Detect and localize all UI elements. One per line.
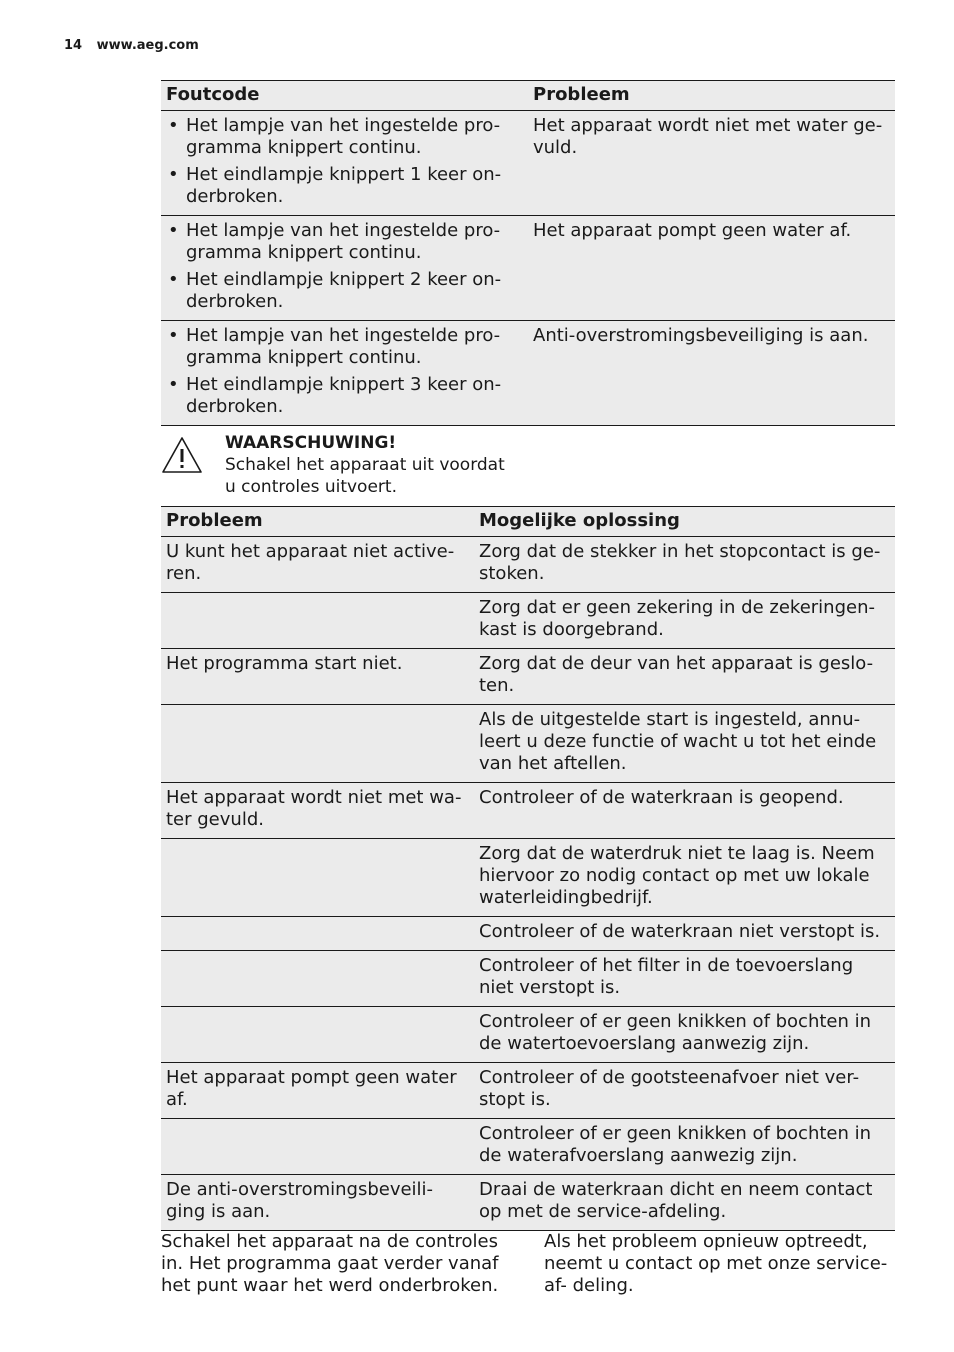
warning-text: Schakel het apparaat uit voordat u controles uitvoert. bbox=[225, 455, 505, 497]
problem-cell: Het apparaat pompt geen water af. bbox=[528, 216, 895, 321]
table-header-row bbox=[161, 81, 895, 111]
problem-cell: De anti-overstromingsbeveili- ging is aan. bbox=[161, 1175, 474, 1231]
solution-table bbox=[161, 506, 895, 1231]
error-code-cell bbox=[161, 111, 528, 216]
error-code-table bbox=[161, 80, 895, 426]
column-header-problem: Probleem bbox=[161, 507, 474, 537]
problem-cell bbox=[161, 1119, 474, 1175]
table-row bbox=[161, 951, 895, 1007]
solution-cell: Zorg dat de waterdruk niet te laag is. Neem hiervoor zo nodig contact op met uw lokale waterleidingbedrijf. bbox=[474, 839, 895, 917]
solution-cell: Zorg dat de deur van het apparaat is geslo- ten. bbox=[474, 649, 895, 705]
list-item: • Het eindlampje knippert 1 keer on- derbroken. bbox=[166, 164, 523, 208]
problem-cell: Het apparaat wordt niet met water ge- vuld. bbox=[528, 111, 895, 216]
solution-cell: Controleer of er geen knikken of bochten in de waterafvoerslang aanwezig zijn. bbox=[474, 1119, 895, 1175]
table-row bbox=[161, 111, 895, 216]
solution-cell: Controleer of de waterkraan is geopend. bbox=[474, 783, 895, 839]
table-row bbox=[161, 1175, 895, 1231]
list-item: • Het lampje van het ingestelde pro- gramma knippert continu. bbox=[166, 115, 523, 159]
error-code-section bbox=[161, 80, 895, 426]
problem-cell: Het apparaat wordt niet met wa- ter gevuld. bbox=[161, 783, 474, 839]
problem-cell bbox=[161, 839, 474, 917]
table-row bbox=[161, 537, 895, 593]
solution-cell: Controleer of de waterkraan niet verstopt is. bbox=[474, 917, 895, 951]
warning-block bbox=[161, 432, 895, 504]
table-header-row bbox=[161, 507, 895, 537]
page-number: 14 bbox=[64, 38, 83, 53]
website-link[interactable]: www.aeg.com bbox=[96, 38, 199, 53]
problem-cell: Het programma start niet. bbox=[161, 649, 474, 705]
problem-cell bbox=[161, 593, 474, 649]
footer-right-text: Als het probleem opnieuw optreedt, neemt u contact op met onze service-af- deling. bbox=[544, 1231, 888, 1296]
solution-cell: Draai de waterkraan dicht en neem contact op met de service-afdeling. bbox=[474, 1175, 895, 1231]
table-row bbox=[161, 216, 895, 321]
problem-cell bbox=[161, 951, 474, 1007]
solution-table-body bbox=[161, 537, 895, 1231]
problem-cell: U kunt het apparaat niet active- ren. bbox=[161, 537, 474, 593]
solution-cell: Controleer of de gootsteenafvoer niet ver- stopt is. bbox=[474, 1063, 895, 1119]
list-item: • Het eindlampje knippert 2 keer on- derbroken. bbox=[166, 269, 523, 313]
problem-cell bbox=[161, 1007, 474, 1063]
table-row bbox=[161, 649, 895, 705]
table-row bbox=[161, 1063, 895, 1119]
problem-cell: Anti-overstromingsbeveiliging is aan. bbox=[528, 321, 895, 426]
column-header-code: Foutcode bbox=[161, 81, 528, 111]
page-header bbox=[64, 38, 199, 53]
list-item: • Het eindlampje knippert 3 keer on- derbroken. bbox=[166, 374, 523, 418]
solution-cell: Controleer of er geen knikken of bochten in de watertoevoerslang aanwezig zijn. bbox=[474, 1007, 895, 1063]
table-row bbox=[161, 1119, 895, 1175]
table-row bbox=[161, 1007, 895, 1063]
table-row bbox=[161, 783, 895, 839]
solution-cell: Zorg dat de stekker in het stopcontact is ge- stoken. bbox=[474, 537, 895, 593]
table-row bbox=[161, 917, 895, 951]
table-row bbox=[161, 321, 895, 426]
warning-title: WAARSCHUWING! bbox=[225, 433, 397, 453]
list-item: • Het lampje van het ingestelde pro- gramma knippert continu. bbox=[166, 220, 523, 264]
table-row bbox=[161, 593, 895, 649]
problem-cell: Het apparaat pompt geen water af. bbox=[161, 1063, 474, 1119]
problem-cell bbox=[161, 917, 474, 951]
warning-text-block bbox=[225, 432, 515, 498]
list-item: • Het lampje van het ingestelde pro- gramma knippert continu. bbox=[166, 325, 523, 369]
column-header-problem: Probleem bbox=[528, 81, 895, 111]
solution-section bbox=[161, 506, 895, 1231]
solution-cell: Als de uitgestelde start is ingesteld, annu- leert u deze functie of wacht u tot het einde van het aftellen. bbox=[474, 705, 895, 783]
table-row bbox=[161, 839, 895, 917]
footer-left-text: Schakel het apparaat na de controles in. Het programma gaat verder vanaf het punt waar het werd onderbroken. bbox=[161, 1231, 499, 1296]
problem-cell bbox=[161, 705, 474, 783]
error-code-cell bbox=[161, 321, 528, 426]
table-row bbox=[161, 705, 895, 783]
column-header-solution: Mogelijke oplossing bbox=[474, 507, 895, 537]
solution-cell: Controleer of het filter in de toevoerslang niet verstopt is. bbox=[474, 951, 895, 1007]
solution-cell: Zorg dat er geen zekering in de zekeringen- kast is doorgebrand. bbox=[474, 593, 895, 649]
warning-triangle-icon bbox=[161, 436, 203, 474]
error-code-cell bbox=[161, 216, 528, 321]
